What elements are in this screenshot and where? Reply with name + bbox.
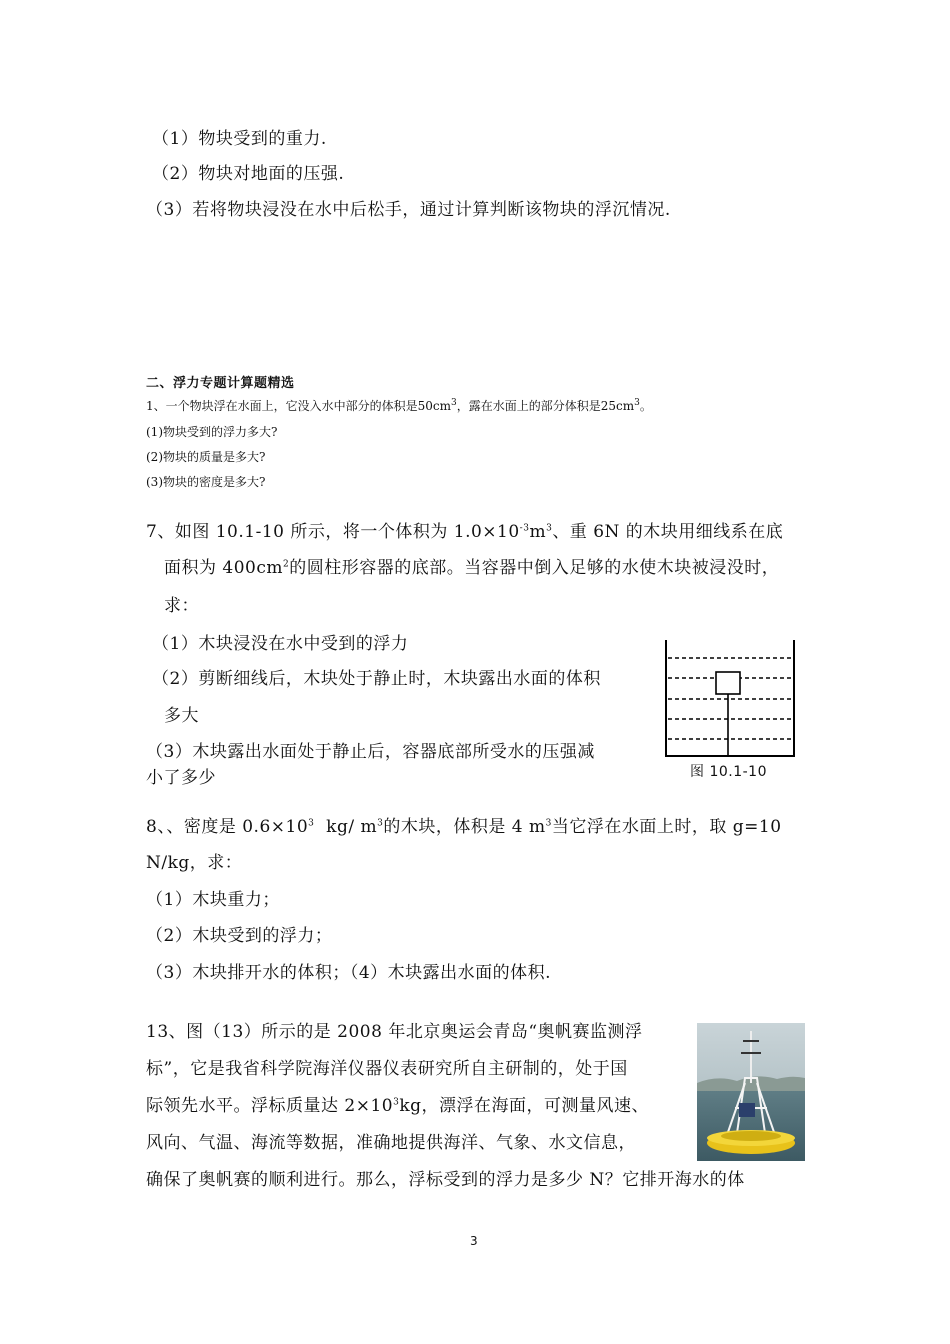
problem-7-question-3-cont: 小了多少 bbox=[146, 768, 216, 788]
problem-7-line-3: 求： bbox=[164, 596, 199, 616]
problem-8-question-3-4: （3）木块排开水的体积；（4）木块露出水面的体积. bbox=[146, 963, 552, 983]
problem-13-line-1: 13、图（13）所示的是 2008 年北京奥运会青岛“奥帆赛监测浮 bbox=[146, 1022, 643, 1042]
question-1-text: （1）物块受到的重力. bbox=[152, 129, 327, 149]
wood-block bbox=[716, 672, 740, 694]
problem-7-question-2: （2）剪断细线后，木块处于静止时，木块露出水面的体积 bbox=[152, 669, 601, 689]
figure-caption: 图 10.1-10 bbox=[690, 764, 767, 780]
water-lines bbox=[668, 658, 792, 739]
problem-7-line-2: 面积为 $400cm^2$的圆柱形容器的底部。当容器中倒入足够的水使木块被浸没时， bbox=[164, 558, 780, 578]
problem-8-line-1: 8、、密度是 $0.6\times 10^3$ kg/ $m^3$的木块，体积是 4 $m^3$当它浮在水面上时，取 g=10 bbox=[146, 817, 782, 837]
problem-13-line-4: 风向、气温、海流等数据，准确地提供海洋、气象、水文信息， bbox=[146, 1133, 636, 1153]
section-heading: 二、浮力专题计算题精选 bbox=[146, 376, 295, 391]
problem-13-line-5: 确保了奥帆赛的顺利进行。那么，浮标受到的浮力是多少 N？它排开海水的体 bbox=[146, 1170, 745, 1190]
problem-7-line-1: 7、如图 10.1-10 所示，将一个体积为 $1.0\times 10^{-3}m^3$、重 6N 的木块用细线系在底 bbox=[146, 522, 784, 542]
problem-7-question-1: （1）木块浸没在水中受到的浮力 bbox=[152, 634, 409, 654]
question-2-text: （2）物块对地面的压强. bbox=[152, 164, 345, 184]
problem-7-question-3: （3）木块露出水面处于静止后，容器底部所受水的压强减 bbox=[146, 742, 595, 762]
problem-1-statement: 1、一个物块浮在水面上，它没入水中部分的体积是$50cm^3$，露在水面上的部分体积是$25cm^3$。 bbox=[146, 398, 652, 413]
problem-13-line-2: 标”，它是我省科学院海洋仪器仪表研究所自主研制的，处于国 bbox=[146, 1059, 628, 1079]
page-number: 3 bbox=[470, 1234, 479, 1248]
question-3-text: （3）若将物块浸没在水中后松手，通过计算判断该物块的浮沉情况. bbox=[146, 200, 671, 220]
problem-1-question-3: (3)物块的密度是多大? bbox=[146, 475, 266, 489]
problem-8-question-1: （1）木块重力； bbox=[146, 890, 280, 910]
problem-13-line-3: 际领先水平。浮标质量达 $2\times 10^3kg$，漂浮在海面，可测量风速、 bbox=[146, 1096, 650, 1116]
problem-8-question-2: （2）木块受到的浮力； bbox=[146, 926, 333, 946]
problem-8-line-2: N/kg，求： bbox=[146, 853, 243, 873]
problem-1-question-1: (1)物块受到的浮力多大? bbox=[146, 425, 278, 439]
problem-7-question-2-cont: 多大 bbox=[164, 706, 199, 726]
problem-1-question-2: (2)物块的质量是多大? bbox=[146, 450, 266, 464]
buoy-photo bbox=[697, 1023, 805, 1161]
